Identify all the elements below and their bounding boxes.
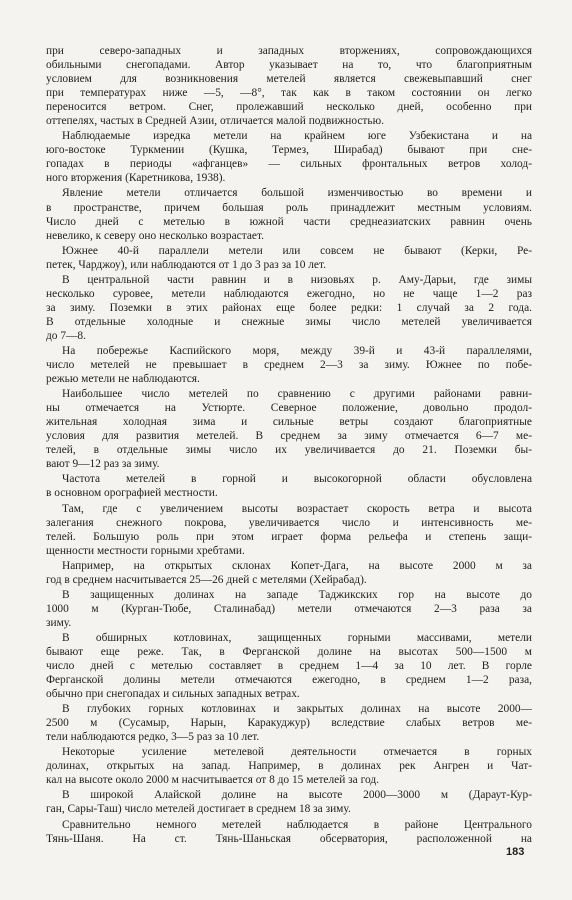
text-line: телей. Большую роль при этом играет форма рельефа и степень защи-: [46, 530, 532, 543]
text-line: ного вторжения (Каретникова, 1938).: [46, 172, 226, 185]
text-line: зиму.: [46, 616, 72, 629]
text-line: Тянь-Шаня. На ст. Тянь-Шаньская обсерватория, расположенной на: [46, 832, 532, 845]
text-line: вают 9—12 раз за зиму.: [46, 458, 160, 471]
paragraph: [46, 472, 532, 500]
paragraph: [46, 502, 532, 558]
text-line: бывают еще реже. Так, в Ферганской долине на высотах 500—1500 м: [46, 645, 532, 658]
text-line: режью метели не наблюдаются.: [46, 373, 200, 386]
text-line: В широкой Алайской долине на высоте 2000—3000 м (Дараут-Кур-: [62, 789, 532, 802]
text-line: в пространстве, причем большая роль принадлежит местным условиям.: [46, 201, 532, 214]
text-line: условием для возникновения метелей является свежевыпавший снег: [46, 73, 532, 86]
text-line: за зиму. Поземки в этих районах еще более редки: 1 случай за 2 года.: [46, 301, 532, 314]
text-line: Явление метели отличается большой изменчивостью во времени и: [62, 187, 532, 200]
text-line: В центральной части равнин и в низовьях р. Аму-Дарьи, где зимы: [62, 273, 532, 286]
text-line: при северо-западных и западных вторжениях, сопровождающихся: [46, 45, 532, 57]
paragraph: [46, 129, 532, 185]
text-line: жительная холодная зима и сильные ветры создают благоприятные: [46, 416, 532, 429]
text-line: залегания снежного покрова, увеличивается число и интенсивность ме-: [46, 516, 532, 529]
text-line: несколько суровее, метели наблюдаются ежегодно, но не чаще 1—2 раз: [46, 287, 532, 300]
text-line: Сравнительно немного метелей наблюдается в районе Центрального: [62, 818, 532, 831]
text-line: На побережье Каспийского моря, между 39-й и 43-й параллелями,: [62, 344, 532, 357]
text-line: Там, где с увеличением высоты возрастает скорость ветра и высота: [62, 502, 532, 515]
text-line: Ферганской долины метели отмечаются ежегодно, в среднем 1—2 раза,: [46, 674, 532, 687]
text-line: при температурах ниже —5, —8°, так как в таком состоянии он легко: [46, 87, 532, 100]
text-line: ган, Сары-Таш) число метелей достигает в среднем 18 за зиму.: [46, 803, 351, 816]
text-line: Например, на открытых склонах Копет-Дага, на высоте 2000 м за: [62, 559, 532, 572]
text-line: невелико, к северу оно несколько возрастает.: [46, 229, 264, 242]
text-line: обильными снегопадами. Автор указывает на то, что благоприятным: [46, 59, 532, 72]
text-line: переносится ветром. Снег, пролежавший несколько дней, особенно при: [46, 101, 532, 114]
paragraph: [46, 186, 532, 242]
text-line: В защищенных долинах на западе Таджикских гор на высоте до: [62, 588, 532, 601]
paragraph: [46, 387, 532, 471]
paragraph: [46, 244, 532, 272]
paragraph: [46, 344, 532, 386]
text-line: число дней с метелью составляет в среднем 1—4 за 10 лет. В горле: [46, 660, 532, 673]
text-line: телей, в отдельные зимы число их увеличивается до 21. Поземки бы-: [46, 444, 532, 457]
paragraph: [46, 631, 532, 701]
text-line: В отдельные холодные и снежные зимы число метелей увеличивается: [46, 315, 532, 328]
text-line: оттепелях, частых в Средней Азии, отличается малой подвижностью.: [46, 115, 384, 128]
text-line: гопадах в периоды «афганцев» — сильных фронтальных ветров холод-: [46, 158, 532, 171]
page-number: 183: [506, 846, 525, 858]
text-line: в основном орографией местности.: [46, 487, 218, 500]
text-line: Число дней с метелью в южной части среднеазиатских равнин очень: [46, 215, 532, 228]
paragraph: [46, 702, 532, 744]
text-line: петек, Чарджоу), или наблюдаются от 1 до 3 раз за 10 лет.: [46, 258, 326, 271]
text-line: число метелей не превышает в среднем 2—3 за зиму. Южнее по побе-: [46, 359, 532, 372]
text-line: В глубоких горных котловинах и закрытых долинах на высоте 2000—: [62, 703, 532, 716]
text-line: Частота метелей в горной и высокогорной области обусловлена: [62, 473, 532, 486]
paragraph: [46, 588, 532, 630]
paragraph: [46, 559, 532, 587]
text-line: Некоторые усиление метелевой деятельности отмечается в горных: [62, 746, 532, 759]
body-text: [46, 44, 532, 846]
text-line: щенности местности горными хребтами.: [46, 544, 245, 557]
text-line: долинах, открытых на запад. Например, в долинах рек Ангрен и Чат-: [46, 760, 532, 773]
text-line: 1000 м (Курган-Тюбе, Сталинабад) метели отмечаются 2—3 раза за: [46, 602, 532, 615]
text-line: обычно при снегопадах и сильных западных ветрах.: [46, 688, 300, 701]
paragraph: [46, 44, 532, 128]
text-line: кал на высоте около 2000 м насчитывается от 8 до 15 метелей за год.: [46, 774, 379, 787]
text-line: до 7—8.: [46, 329, 86, 342]
paragraph: [46, 788, 532, 816]
text-line: условия для развития метелей. В среднем за зиму отмечается 6—7 ме-: [46, 430, 532, 443]
text-line: юго-востоке Туркмении (Кушка, Термез, Ширабад) бывают при сне-: [46, 144, 532, 157]
text-line: Наблюдаемые изредка метели на крайнем юге Узбекистана и на: [62, 130, 532, 143]
text-line: Южнее 40-й параллели метели или совсем не бывают (Керки, Ре-: [62, 244, 532, 257]
paragraph: [46, 273, 532, 343]
text-line: Наибольшее число метелей по сравнению с другими районами равни-: [62, 388, 532, 401]
text-line: год в среднем насчитывается 25—26 дней с метелями (Хейрабад).: [46, 573, 367, 586]
paragraph: [46, 818, 532, 846]
paragraph: [46, 745, 532, 787]
text-line: ны отмечается на Устюрте. Северное положение, довольно продол-: [46, 402, 532, 415]
text-line: 2500 м (Сусамыр, Нарын, Каракуджур) вследствие слабых ветров ме-: [46, 717, 532, 730]
text-line: тели наблюдаются редко, 3—5 раз за 10 лет.: [46, 731, 260, 744]
text-line: В обширных котловинах, защищенных горными массивами, метели: [62, 631, 532, 644]
